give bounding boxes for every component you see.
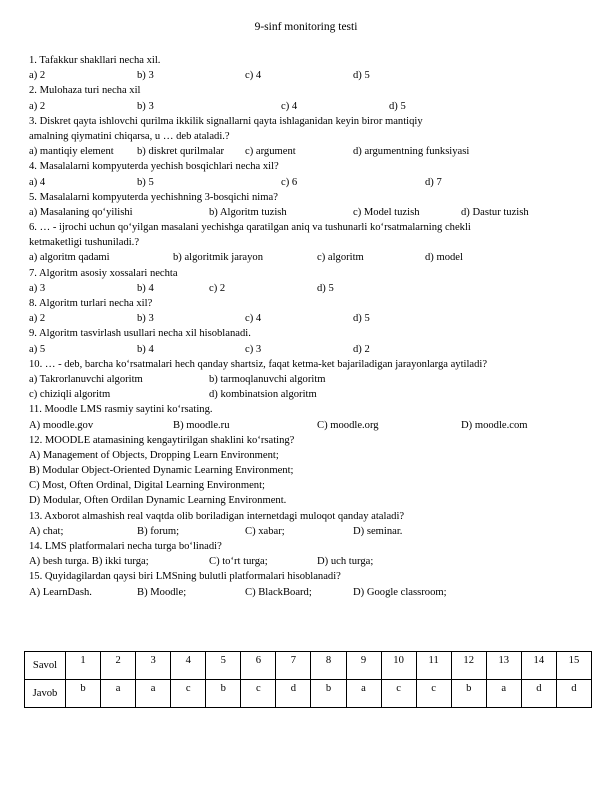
- question-number-cell: 12: [451, 652, 486, 680]
- text-line: C) Most, Often Ordinal, Digital Learning Environment;: [29, 480, 265, 492]
- answer-option: B) moodle.ru: [173, 419, 230, 431]
- text-line: 2. Mulohaza turi necha xil: [29, 85, 141, 97]
- text-line: D) Modular, Often Ordilan Dynamic Learning Environment.: [29, 495, 287, 507]
- options-line: [29, 250, 589, 265]
- answer-cell: a: [101, 680, 136, 708]
- answer-option: d) 5: [317, 282, 334, 294]
- answer-cell: c: [241, 680, 276, 708]
- answer-option: c) chiziqli algoritm: [29, 389, 111, 401]
- answer-option: A) chat;: [29, 525, 64, 537]
- text-line: 6. … - ijrochi uchun qo‘yilgan masalani yechishga qaratilgan aniq va tushunarli ko‘rsatmalarning chekli: [29, 222, 471, 234]
- text-line: 9. Algoritm tasvirlash usullari necha xil hisoblanadi.: [29, 328, 251, 340]
- question-number-cell: 1: [66, 652, 101, 680]
- answer-option: D) moodle.com: [461, 419, 528, 431]
- text-line: A) Management of Objects, Dropping Learn Environment;: [29, 449, 279, 461]
- answer-option: a) Masalaning qo‘yilishi: [29, 206, 133, 218]
- answer-option: D) uch turga;: [317, 556, 374, 568]
- answer-option: b) Algoritm tuzish: [209, 206, 287, 218]
- answer-option: c) 4: [245, 70, 262, 82]
- text-line: 15. Quyidagilardan qaysi biri LMSning bulutli platformalari hisoblanadi?: [29, 571, 341, 583]
- question-number-row: [25, 652, 592, 680]
- answer-option: b) diskret qurilmalar: [137, 146, 225, 158]
- answer-option: d) kombinatsion algoritm: [209, 389, 317, 401]
- answer-option: A) LearnDash.: [29, 586, 92, 598]
- text-line: 14. LMS platformalari necha turga bo‘linadi?: [29, 541, 222, 552]
- answer-cell: d: [556, 680, 591, 708]
- answer-cell: c: [171, 680, 206, 708]
- question-number-cell: 4: [171, 652, 206, 680]
- answer-option: b) 5: [137, 176, 154, 188]
- answer-cell: a: [346, 680, 381, 708]
- answer-cell: d: [521, 680, 556, 708]
- text-line: 1. Tafakkur shakllari necha xil.: [29, 55, 161, 66]
- answer-option: d) argumentning funksiyasi: [353, 146, 470, 158]
- text-line: 8. Algoritm turlari necha xil?: [29, 298, 153, 309]
- answer-cell: a: [136, 680, 171, 708]
- answer-option: b) algoritmik jarayon: [173, 252, 264, 264]
- options-line: [29, 68, 589, 83]
- question-number-cell: 13: [486, 652, 521, 680]
- answer-option: b) 4: [137, 282, 154, 294]
- options-line: [29, 311, 589, 326]
- answer-cell: b: [206, 680, 241, 708]
- answer-option: a) 2: [29, 100, 46, 112]
- text-line: amalning qiymatini chiqarsa, u … deb ataladi.?: [29, 130, 230, 142]
- question-number-cell: 5: [206, 652, 241, 680]
- text-line: ketmaketligi tushuniladi.?: [29, 237, 140, 249]
- question-list: [29, 53, 589, 600]
- answer-option: c) 6: [281, 176, 298, 188]
- text-line: 4. Masalalarni kompyuterda yechish bosqichlari necha xil?: [29, 161, 279, 173]
- answer-cell: c: [381, 680, 416, 708]
- answer-option: d) model: [425, 252, 463, 264]
- answer-option: a) mantiqiy element: [29, 146, 114, 158]
- answer-cell: a: [486, 680, 521, 708]
- options-line: [29, 372, 589, 387]
- text-line: 12. MOODLE atamasining kengaytirilgan shaklini ko‘rsating?: [29, 434, 295, 446]
- question-number-cell: 3: [136, 652, 171, 680]
- options-line: [29, 205, 589, 220]
- answer-option: c) 3: [245, 343, 262, 355]
- options-line: [29, 99, 589, 114]
- answer-option: b) 3: [137, 313, 154, 325]
- options-line: [29, 144, 589, 159]
- answer-option: b) 3: [137, 100, 154, 112]
- answer-option: d) 2: [353, 343, 370, 355]
- question-number-cell: 2: [101, 652, 136, 680]
- answer-option: c) Model tuzish: [353, 206, 420, 218]
- answer-option: c) argument: [245, 146, 296, 158]
- options-line: [29, 281, 589, 296]
- answer-option: D) seminar.: [353, 525, 403, 537]
- answer-option: D) Google classroom;: [353, 586, 447, 598]
- question-number-cell: 7: [276, 652, 311, 680]
- answer-option: b) 3: [137, 70, 154, 82]
- answer-option: c) 4: [281, 100, 298, 112]
- answer-option: C) moodle.org: [317, 419, 379, 431]
- answer-option: d) 5: [353, 313, 370, 325]
- answer-table: [24, 651, 592, 708]
- options-line: [29, 387, 589, 402]
- options-line: [29, 524, 589, 539]
- answer-option: a) 2: [29, 70, 46, 82]
- question-number-cell: 8: [311, 652, 346, 680]
- answer-option: C) BlackBoard;: [245, 586, 312, 598]
- options-line: [29, 342, 589, 357]
- row-label-savol: Savol: [25, 652, 66, 680]
- text-line: 10. … - deb, barcha ko‘rsatmalari hech qanday shartsiz, faqat ketma-ket bajariladigan jarayonlarga aytiladi?: [29, 358, 488, 370]
- text-line: 5. Masalalarni kompyuterda yechishning 3-bosqichi nima?: [29, 191, 278, 203]
- answer-option: a) 5: [29, 343, 46, 355]
- answer-cell: b: [311, 680, 346, 708]
- options-line: [29, 418, 589, 433]
- text-line: 11. Moodle LMS rasmiy saytini ko‘rsating.: [29, 404, 213, 416]
- text-line: 7. Algoritm asosiy xossalari nechta: [29, 267, 178, 279]
- answer-cell: d: [276, 680, 311, 708]
- answer-option: B) forum;: [137, 525, 180, 537]
- answer-option: C) xabar;: [245, 525, 285, 537]
- options-line: [29, 175, 589, 190]
- options-line: [29, 585, 589, 600]
- answer-cell: c: [416, 680, 451, 708]
- answer-option: b) 4: [137, 343, 154, 355]
- answer-option: c) 2: [209, 282, 226, 294]
- answer-option: d) Dastur tuzish: [461, 206, 529, 218]
- question-number-cell: 14: [521, 652, 556, 680]
- answer-cell: b: [451, 680, 486, 708]
- answer-option: d) 5: [353, 70, 370, 82]
- question-number-cell: 10: [381, 652, 416, 680]
- answer-option: a) 4: [29, 176, 46, 188]
- text-line: B) Modular Object-Oriented Dynamic Learning Environment;: [29, 465, 294, 477]
- text-line: 13. Axborot almashish real vaqtda olib boriladigan internetdagi muloqot qanday ataladi?: [29, 510, 405, 522]
- answer-cell: b: [66, 680, 101, 708]
- question-number-cell: 9: [346, 652, 381, 680]
- answer-option: a) Takrorlanuvchi algoritm: [29, 373, 143, 385]
- question-number-cell: 15: [556, 652, 591, 680]
- text-line: 3. Diskret qayta ishlovchi qurilma ikkilik signallarni qayta ishlaganidan keyin biror mantiqiy: [29, 115, 423, 127]
- answer-option: a) 3: [29, 282, 46, 294]
- answer-option: d) 7: [425, 176, 442, 188]
- row-label-javob: Javob: [25, 680, 66, 708]
- answer-option: a) 2: [29, 313, 46, 325]
- question-number-cell: 11: [416, 652, 451, 680]
- answer-row: [25, 680, 592, 708]
- options-line: [29, 554, 589, 569]
- answer-option: B) Moodle;: [137, 586, 187, 598]
- answer-option: b) tarmoqlanuvchi algoritm: [209, 373, 326, 385]
- answer-option: A) moodle.gov: [29, 419, 94, 431]
- question-number-cell: 6: [241, 652, 276, 680]
- page-title: 9-sinf monitoring testi: [254, 21, 358, 33]
- answer-option: A) besh turga. B) ikki turga;: [29, 556, 149, 568]
- answer-option: c) 4: [245, 313, 262, 325]
- answer-option: C) to‘rt turga;: [209, 556, 268, 568]
- answer-option: d) 5: [389, 100, 406, 112]
- answer-option: c) algoritm: [317, 252, 364, 264]
- answer-option: a) algoritm qadami: [29, 252, 110, 264]
